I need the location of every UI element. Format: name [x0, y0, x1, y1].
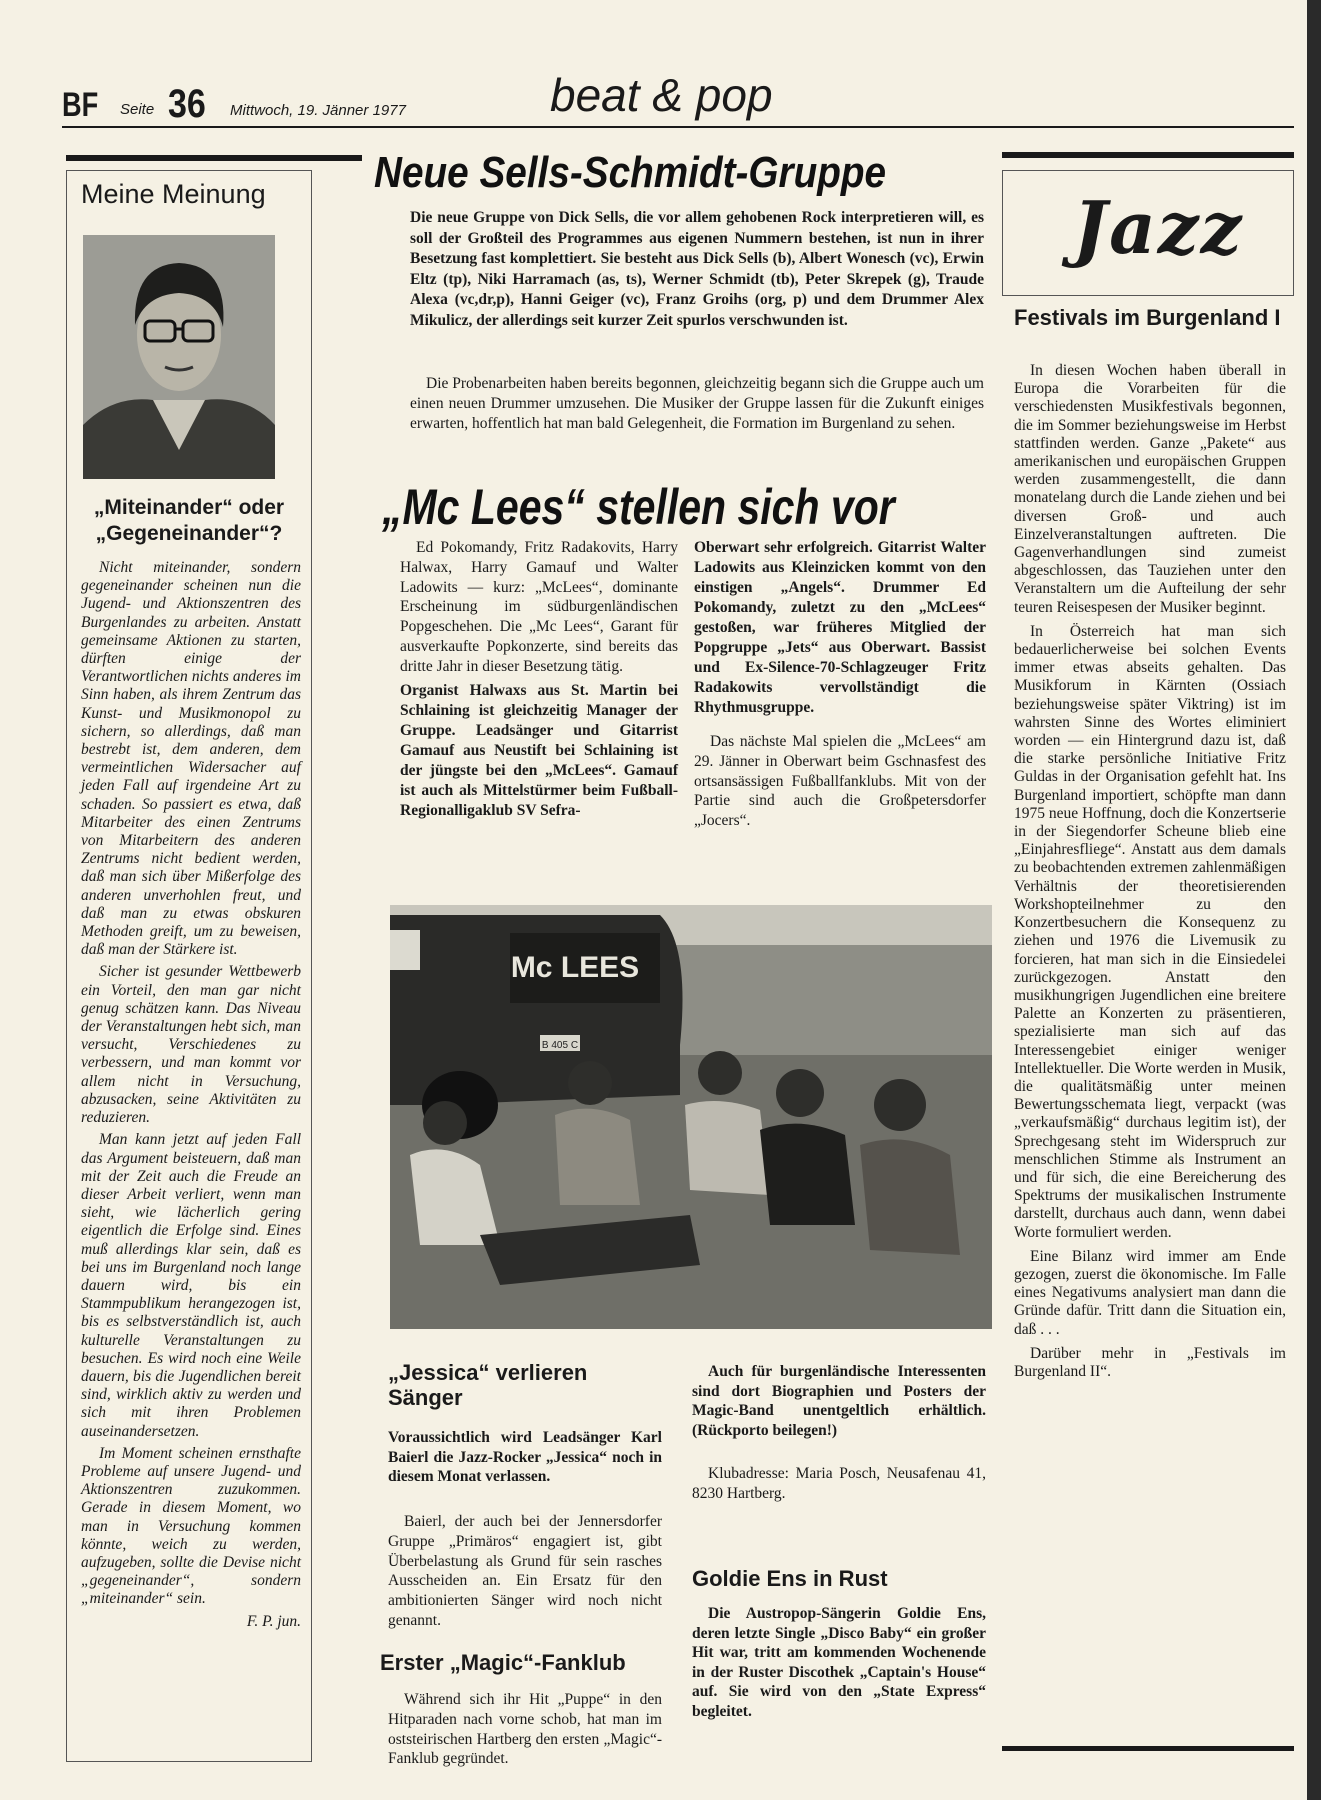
jazz-paragraph: In Österreich hat man sich bedauerlicherweise bei solchen Events immer etwas abseits gehalten. Das Musikforum in Kärnten (Ossiach beziehungsweise später Viktring) ist im wahrsten Sinne des Wortes eliminiert worden — ein Hintergrund dazu ist, daß die starke persönliche Initiative Fritz Guldas in der Organisation gefehlt hat. Ins Burgenland importiert, schöpfte man dann 1975 neue Hoffnung, doch die Konzertserie in der Siegendorfer Scheune blieb eine „Einjahresfliege“. Anstatt aus dem damals zu beobachtenden extremen zahlenmäßigen Verhältnis der theoretisierenden Workshopteilnehmer zu den Konzertbesuchern die Konsequenz zu ziehen und 1976 die Livemusik zu forcieren, hat man sich in die Einsiedelei zurückgezogen. Anstatt den musikhungrigen Jugendlichen eine breitere Palette an Konzerten zu präsentieren, spezialisierte man sich auf das Interessengebiet einiger weniger Intellektueller. Die Worte werden in Musik, die qualitätsmäßig unter meinen Bewertungsschemata liegt, verpackt (was „verkaufsmäßig“ durchaus legitim ist), der Sprechgesang steht im Widerspruch zur menschlichen Stimme als Instrument an und für sich, die eine Bereicherung des Spektrums der musikalischen Instrumente darstellt, durchaus auch dann, wenn dabei Worte formuliert werden.: [1014, 622, 1286, 1241]
mclees-column-1: [400, 538, 678, 821]
opinion-paragraph: Nicht miteinander, sondern gegeneinander scheinen nun die Jugend- und Aktionszentren des Burgenlandes zu arbeiten. Anstatt gemeinsame Aktionen zu starten, dürften einige der Verantwortlichen nichts anderes im Sinn haben, als ihrem Zentrum das Kunst- und Musikmonopol zu sichern, so allerdings, daß man bestrebt ist, dem anderen, dem vermeintlichen Widersacher auf jeden Fall auf irgendeine Art zu schaden. So passiert es etwa, daß Mitarbeiter des einen Zentrums von Mitarbeitern des anderen Zentrums nicht bedient werden, daß man sich über Mißerfolge des anderen unverhohlen freut, und daß man zu etwas obskuren Methoden greift, um zu beweisen, daß man der Stärkere ist.: [81, 559, 301, 959]
opinion-signature: F. P. jun.: [246, 1612, 301, 1630]
goldie-text: Die Austropop-Sängerin Goldie Ens, deren letzte Single „Disco Baby“ ein großer Hit war, tritt am kommenden Wochenende in der Ruster Discothek „Captain's House“ auf. Sie wird von den „State Express“ begleitet.: [692, 1605, 986, 1720]
sells-lead: Die neue Gruppe von Dick Sells, die vor allem gehobenen Rock interpretieren will, es soll der Großteil des Programmes aus eigenen Nummern bestehen, ist nun in ihrer Besetzung fast komplettiert. Sie besteht aus Dick Sells (b), Albert Wonesch (vc), Erwin Eltz (tp), Niki Harramach (as, ts), Werner Schmidt (tb), Peter Skrepek (g), Traude Alexa (vc,dr,p), Hanni Geiger (vc), Franz Groihs (org, p) und dem Drummer Alex Mikulicz, der allerdings seit kurzer Zeit spurlos verschwunden ist.: [410, 209, 984, 329]
opinion-headline: „Miteinander“ oder „Gegeneinander“?: [93, 496, 285, 545]
scan-edge: [1307, 0, 1321, 1800]
opinion-paragraph: Im Moment scheinen ernsthafte Probleme auf unsere Jugend- und Aktionszentren zuzukommen. Gerade in diesem Moment, wo man in Versuchung kommen könnte, weich zu werden, aufzugeben, sollte die Devise nicht „gegeneinander“, sondern „miteinander“ sein.: [81, 1444, 301, 1608]
issue-date: Mittwoch, 19. Jänner 1977: [230, 102, 406, 119]
sells-body: Die Probenarbeiten haben bereits begonnen, gleichzeitig begann sich die Gruppe auch um einen neuen Drummer umzusehen. Die Musiker der Gruppe lassen für die Zukunft einiges erwarten, hoffentlich hat man bald Gelegenheit, die Formation im Burgenland zu sehen.: [410, 375, 984, 432]
jessica-headline: „Jessica“ verlieren Sänger: [388, 1360, 588, 1410]
jazz-paragraph: Darüber mehr in „Festivals im Burgenland II“.: [1014, 1344, 1286, 1380]
jazz-paragraph: In diesen Wochen haben überall in Europa die Vorarbeiten für die verschiedensten Musikfestivals begonnen, die im Sommer beziehungsweise im Herbst stattfinden werden. Ganze „Pakete“ aus amerikanischen und europäischen Gruppen werden zusammengestellt, die dann monatelang durch die Lande ziehen und bei diversen Groß- und auch Einzelveranstaltungen auftreten. Die Gagenverhandlungen sind zumeist abgeschlossen, das Tauziehen unter den Veranstaltern um die Aufteilung der sehr teuren Reisespesen der Musiker beginnt.: [1014, 362, 1286, 616]
jazz-header-box: [1002, 170, 1294, 296]
opinion-box: [66, 170, 312, 1762]
magic-bold: Auch für burgenländische Interessenten sind dort Biographien und Posters der Magic-Band unentgeltlich erhältlich. (Rückporto beilegen!): [692, 1363, 986, 1439]
section-title: beat & pop: [550, 69, 773, 121]
author-photo: [83, 235, 275, 479]
jazz-headline: Festivals im Burgenland I: [1014, 305, 1281, 330]
mclees-headline: „Mc Lees“ stellen sich vor: [382, 479, 895, 535]
jazz-label: Jazz: [1073, 185, 1244, 270]
van-plate: B 405 C: [541, 1040, 579, 1051]
opinion-paragraph: Man kann jetzt auf jeden Fall das Argument beisteuern, daß man mit der Zeit auch die Freude an dieser Arbeit verliert, wenn man sieht, wie lächerlich gering eigentlich die Erfolge sind. Eines muß allerdings klar sein, daß es bei uns im Burgenland noch lange dauern wird, bis ein Stammpublikum herangezogen ist, bis es selbstverständlich ist, auch kulturelle Veranstaltungen zu besuchen. Es wird noch eine Weile dauern, bis die Jugendlichen bereit sind, wirklich aktiv zu werden und sich mit ihren Problemen auseinandersetzen.: [81, 1131, 301, 1440]
masthead: [62, 68, 1294, 128]
magic-address: Klubadresse: Maria Posch, Neusafenau 41, 8230 Hartberg.: [692, 1465, 986, 1502]
magic-body: Während sich ihr Hit „Puppe“ in den Hitparaden nach vorne schob, hat man im oststeirischen Hartberg den ersten „Magic“-Fanklub gegründet.: [388, 1691, 662, 1768]
masthead-rule: [62, 126, 1294, 128]
paper-logo: BF: [62, 86, 99, 124]
jazz-paragraph: Eine Bilanz wird immer am Ende gezogen, zuerst die ökonomische. Im Falle eines Negativums analysiert man dann die Gründe dafür. Tritt dann die Situation ein, daß . . .: [1014, 1247, 1286, 1338]
left-column-rule: [66, 155, 362, 161]
mclees-intro: Ed Pokomandy, Fritz Radakovits, Harry Halwax, Harry Gamauf und Walter Ladowits — kurz: „McLees“, dominante Erscheinung im südburgenländischen Popgeschehen. Die „Mc Lees“, Garant für ausverkaufte Popkonzerte, sind bereits das dritte Jahr in dieser Besetzung tätig.: [400, 539, 678, 675]
jazz-text: [1014, 362, 1286, 1381]
opinion-text: [81, 559, 301, 1631]
mclees-column-2: [694, 538, 986, 831]
sells-headline: Neue Sells-Schmidt-Gruppe: [374, 148, 887, 197]
magic-headline: Erster „Magic“-Fanklub: [380, 1650, 626, 1675]
page-number: 36: [168, 82, 206, 126]
mclees-members-cont: Oberwart sehr erfolgreich. Gitarrist Walter Ladowits aus Kleinzicken kommt von den einstigen „Angels“. Drummer Ed Pokomandy, zuletzt zu den „McLees“ gestoßen, war früheres Mitglied der Popgruppe „Jets“ aus Oberwart. Bassist und Ex-Silence-70-Schlagzeuger Fritz Radakowits vervollständigt die Rhythmusgruppe.: [694, 539, 986, 716]
jessica-body: Baierl, der auch bei der Jennersdorfer Gruppe „Primäros“ engagiert ist, gibt Überbelastung als Grund für sein rasches Ausscheiden an. Ein Ersatz für den ambitionierten Sänger wird noch nicht genannt.: [388, 1513, 662, 1629]
right-column-bottom-rule: [1002, 1746, 1294, 1751]
author-portrait: [83, 235, 275, 479]
opinion-title: Meine Meinung: [81, 179, 266, 209]
right-column-rule: [1002, 152, 1294, 158]
mclees-next-gig: Das nächste Mal spielen die „McLees“ am 29. Jänner in Oberwart beim Gschnasfest des ortsansässigen Fußballfanklubs. Mit von der Partie sind auch die Großpetersdorfer „Jocers“.: [694, 733, 986, 830]
seite-label: Seite: [120, 101, 155, 118]
mclees-members: Organist Halwaxs aus St. Martin bei Schlaining ist gleichzeitig Manager der Gruppe. Leadsänger und Gitarrist Gamauf aus Neustift bei Schlaining ist der jüngste bei den „McLees“. Gamauf ist auch als Mittelstürmer beim Fußball-Regionalligaklub SV Sefra-: [400, 681, 678, 819]
band-photo: [390, 905, 992, 1329]
opinion-paragraph: Sicher ist gesunder Wettbewerb ein Vorteil, den man gar nicht genug schätzen kann. Das Niveau der Veranstaltungen hebt sich, man versucht, Verschiedenes zu verbessern, und man kommt vor allem nicht in Versuchung, abzusacken, seine Aktivitäten zu reduzieren.: [81, 963, 301, 1127]
van-label: Mc LEES: [510, 951, 640, 984]
jessica-lead: Voraussichtlich wird Leadsänger Karl Baierl die Jazz-Rocker „Jessica“ noch in diesem Monat verlassen.: [388, 1429, 662, 1485]
band-photo-image: [390, 905, 992, 1329]
goldie-headline: Goldie Ens in Rust: [692, 1566, 888, 1591]
